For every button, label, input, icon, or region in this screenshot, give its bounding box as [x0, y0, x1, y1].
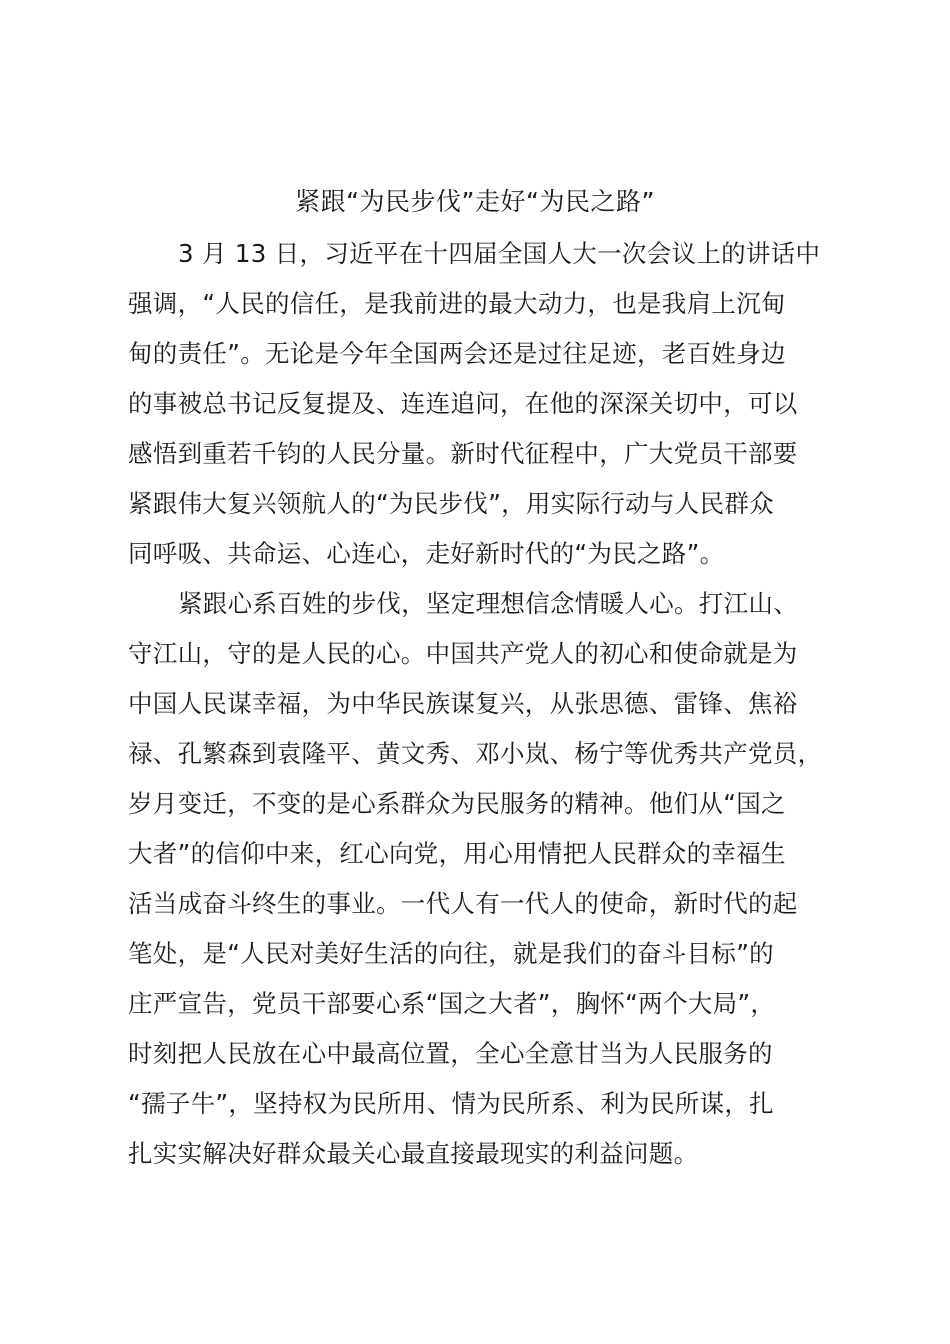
document-title: 紧跟“为民步伐”走好“为民之路” [295, 187, 655, 216]
body-line: 大者”的信仰中来，红心向党，用心用情把人民群众的幸福生 [128, 839, 786, 868]
body-line: 同呼吸、共命运、心连心，走好新时代的“为民之路”。 [128, 539, 725, 568]
body-line: 感悟到重若千钧的人民分量。新时代征程中，广大党员干部要 [128, 439, 798, 468]
body-line: 禄、孔繁森到袁隆平、黄文秀、邓小岚、杨宁等优秀共产党员， [128, 739, 823, 768]
body-line: 庄严宣告，党员干部要心系“国之大者”，胸怀“两个大局”， [128, 989, 776, 1018]
body-line: 紧跟伟大复兴领航人的“为民步伐”，用实际行动与人民群众 [128, 489, 774, 518]
body-line: 活当成奋斗终生的事业。一代人有一代人的使命，新时代的起 [128, 889, 798, 918]
body-line: 强调，“人民的信任，是我前进的最大动力，也是我肩上沉甸 [128, 289, 786, 318]
body-line: 守江山，守的是人民的心。中国共产党人的初心和使命就是为 [128, 639, 798, 668]
body-line: 甸的责任”。无论是今年全国两会还是过往足迹，老百姓身边 [128, 339, 786, 368]
body-line: “孺子牛”，坚持权为民所用、情为民所系、利为民所谋，扎 [128, 1089, 774, 1118]
body-line: 扎实实解决好群众最关心最直接最现实的利益问题。 [128, 1139, 699, 1168]
body-line: 中国人民谋幸福，为中华民族谋复兴，从张思德、雷锋、焦裕 [128, 689, 798, 718]
body-line: 3 月 13 日，习近平在十四届全国人大一次会议上的讲话中 [178, 239, 821, 268]
body-line: 笔处，是“人民对美好生活的向往，就是我们的奋斗目标”的 [128, 939, 774, 968]
body-line: 时刻把人民放在心中最高位置，全心全意甘当为人民服务的 [128, 1039, 773, 1068]
body-line: 岁月变迁，不变的是心系群众为民服务的精神。他们从“国之 [128, 789, 786, 818]
body-line: 紧跟心系百姓的步伐，坚定理想信念情暖人心。打江山、 [178, 589, 798, 618]
body-line: 的事被总书记反复提及、连连追问，在他的深深关切中，可以 [128, 389, 798, 418]
